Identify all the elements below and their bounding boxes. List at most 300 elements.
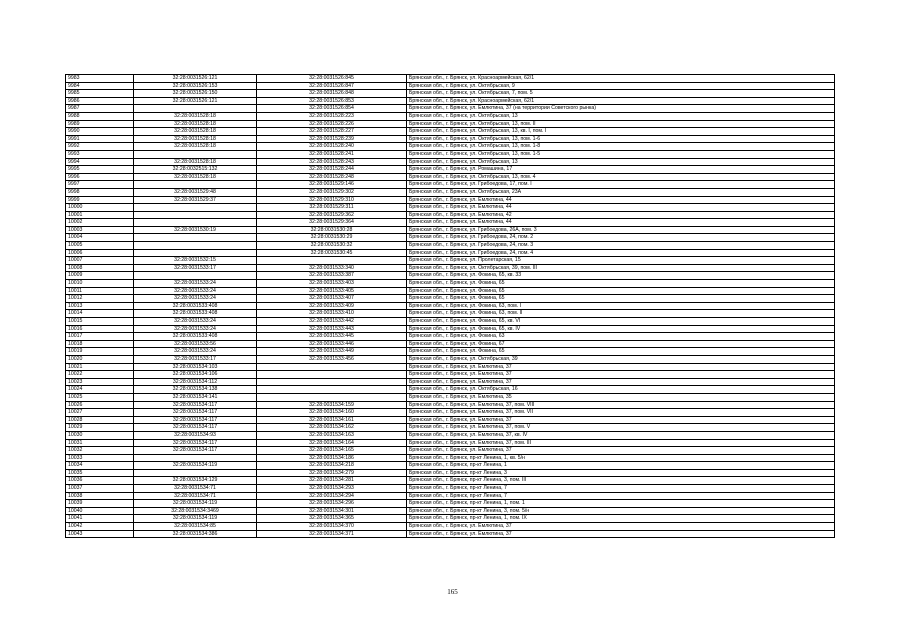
row-number-cell: 10009 [66, 272, 134, 280]
address-cell: Брянская обл., г. Брянск, ул. Емлютина, 37 (на территории Советского рынка) [407, 105, 835, 113]
row-number-cell: 9985 [66, 90, 134, 98]
object-cadastral-cell: 32:28:0031533:407 [257, 295, 407, 303]
parcel-cadastral-cell [134, 105, 257, 113]
address-cell: Брянская обл., г. Брянск, ул. Октябрьская, 13, пом. 4 [407, 173, 835, 181]
parcel-cadastral-cell: 32:28:0031533:408 [134, 333, 257, 341]
parcel-cadastral-cell: 32:28:0031534:117 [134, 409, 257, 417]
address-cell: Брянская обл., г. Брянск, ул. Фокина, 67 [407, 340, 835, 348]
table-row [66, 378, 835, 386]
table-row [66, 409, 835, 417]
table-row [66, 431, 835, 439]
object-cadastral-cell [257, 386, 407, 394]
table-row [66, 477, 835, 485]
object-cadastral-cell: 32:28:0031534:365 [257, 515, 407, 523]
parcel-cadastral-cell: 32:28:0031532:15 [134, 257, 257, 265]
parcel-cadastral-cell [134, 272, 257, 280]
row-number-cell: 10029 [66, 424, 134, 432]
object-cadastral-cell: 32:28:0031534:279 [257, 469, 407, 477]
table-row [66, 401, 835, 409]
address-cell: Брянская обл., г. Брянск, ул. Фокина, 65, кв. VI [407, 318, 835, 326]
object-cadastral-cell: 32:28:0031529:302 [257, 188, 407, 196]
object-cadastral-cell: 32:28:0031528:239 [257, 135, 407, 143]
row-number-cell: 10040 [66, 507, 134, 515]
table-row [66, 492, 835, 500]
table-row [66, 340, 835, 348]
object-cadastral-cell: 32:28:0031528:244 [257, 166, 407, 174]
object-cadastral-cell: 32:28:0031529:146 [257, 181, 407, 189]
address-cell: Брянская обл., г. Брянск, ул. Емлютина, 37 [407, 371, 835, 379]
object-cadastral-cell: 32:28:0031528:248 [257, 173, 407, 181]
row-number-cell: 9986 [66, 97, 134, 105]
table-row [66, 371, 835, 379]
parcel-cadastral-cell: 32:28:0031526:121 [134, 97, 257, 105]
parcel-cadastral-cell: 32:28:0031534:103 [134, 363, 257, 371]
table-row [66, 112, 835, 120]
row-number-cell: 10006 [66, 249, 134, 257]
row-number-cell: 10014 [66, 310, 134, 318]
address-cell: Брянская обл., г. Брянск, ул. Октябрьская, 23А [407, 188, 835, 196]
object-cadastral-cell [257, 378, 407, 386]
object-cadastral-cell: 32:28:0031533:446 [257, 340, 407, 348]
parcel-cadastral-cell: 32:28:0031528:18 [134, 135, 257, 143]
object-cadastral-cell [257, 371, 407, 379]
parcel-cadastral-cell: 32:28:0031533:17 [134, 355, 257, 363]
object-cadastral-cell: 32:28:0031528:243 [257, 158, 407, 166]
address-cell: Брянская обл., г. Брянск, ул. Емлютина, 37, пом. V [407, 424, 835, 432]
address-cell: Брянская обл., г. Брянск, ул. Емлютина, 37 [407, 530, 835, 538]
row-number-cell: 10038 [66, 492, 134, 500]
parcel-cadastral-cell: 32:28:0031533:56 [134, 340, 257, 348]
row-number-cell: 10037 [66, 485, 134, 493]
table-row [66, 234, 835, 242]
parcel-cadastral-cell: 32:28:0032515:132 [134, 166, 257, 174]
table-row [66, 485, 835, 493]
object-cadastral-cell: 32:28:0031533:456 [257, 355, 407, 363]
parcel-cadastral-cell: 32:28:0031534:71 [134, 485, 257, 493]
address-cell: Брянская обл., г. Брянск, ул. Грибоедова, 26А, пом. 3 [407, 226, 835, 234]
row-number-cell: 9990 [66, 128, 134, 136]
table-row [66, 530, 835, 538]
table-row [66, 523, 835, 531]
address-cell: Брянская обл., г. Брянск, пр-кт Ленина, 3 [407, 469, 835, 477]
row-number-cell: 10010 [66, 280, 134, 288]
address-cell: Брянская обл., г. Брянск, пр-кт Ленина, 1, пом. 1 [407, 500, 835, 508]
parcel-cadastral-cell: 32:28:0031528:18 [134, 173, 257, 181]
row-number-cell: 9989 [66, 120, 134, 128]
row-number-cell: 10042 [66, 523, 134, 531]
address-cell: Брянская обл., г. Брянск, ул. Фокина, 65 [407, 295, 835, 303]
table-row [66, 302, 835, 310]
table-row [66, 143, 835, 151]
row-number-cell: 9995 [66, 166, 134, 174]
row-number-cell: 10000 [66, 204, 134, 212]
address-cell: Брянская обл., г. Брянск, ул. Емлютина, 44 [407, 219, 835, 227]
address-cell: Брянская обл., г. Брянск, ул. Октябрьская, 13 [407, 112, 835, 120]
row-number-cell: 10028 [66, 416, 134, 424]
parcel-cadastral-cell [134, 454, 257, 462]
object-cadastral-cell: 32:28:0031534:294 [257, 492, 407, 500]
row-number-cell: 10013 [66, 302, 134, 310]
object-cadastral-cell: 32:28:0031529:364 [257, 219, 407, 227]
object-cadastral-cell: 32:28:0031534:161 [257, 416, 407, 424]
row-number-cell: 10039 [66, 500, 134, 508]
object-cadastral-cell: 32:28:0031534:218 [257, 462, 407, 470]
object-cadastral-cell: 32:28:0031533:387 [257, 272, 407, 280]
address-cell: Брянская обл., г. Брянск, ул. Октябрьская, 13, кв. I, пом. I [407, 128, 835, 136]
row-number-cell: 10016 [66, 325, 134, 333]
table-row [66, 219, 835, 227]
row-number-cell: 10032 [66, 447, 134, 455]
object-cadastral-cell [257, 363, 407, 371]
address-cell: Брянская обл., г. Брянск, ул. Фокина, 65 [407, 280, 835, 288]
table-row [66, 462, 835, 470]
address-cell: Брянская обл., г. Брянск, ул. Октябрьская, 9 [407, 82, 835, 90]
table-row [66, 181, 835, 189]
table-row [66, 500, 835, 508]
object-cadastral-cell: 32:28:0031529:362 [257, 211, 407, 219]
object-cadastral-cell: 32:28:0031534:371 [257, 530, 407, 538]
object-cadastral-cell: 32:28:0031530:32 [257, 242, 407, 250]
row-number-cell: 10003 [66, 226, 134, 234]
address-cell: Брянская обл., г. Брянск, ул. Грибоедова, 24, пом. 4 [407, 249, 835, 257]
parcel-cadastral-cell: 32:28:0031534:141 [134, 393, 257, 401]
table-body [66, 75, 835, 538]
row-number-cell: 10001 [66, 211, 134, 219]
address-cell: Брянская обл., г. Брянск, пр-кт Ленина, 1, пом. IX [407, 515, 835, 523]
object-cadastral-cell: 32:28:0031528:227 [257, 128, 407, 136]
parcel-cadastral-cell [134, 249, 257, 257]
object-cadastral-cell: 32:28:0031534:160 [257, 409, 407, 417]
table-row [66, 325, 835, 333]
parcel-cadastral-cell: 32:28:0031533:17 [134, 264, 257, 272]
parcel-cadastral-cell: 32:28:0031533:24 [134, 280, 257, 288]
row-number-cell: 10035 [66, 469, 134, 477]
object-cadastral-cell [257, 393, 407, 401]
parcel-cadastral-cell: 32:28:0031528:18 [134, 112, 257, 120]
table-row [66, 507, 835, 515]
table-row [66, 188, 835, 196]
parcel-cadastral-cell: 32:28:0031534:106 [134, 371, 257, 379]
object-cadastral-cell: 32:28:0031534:281 [257, 477, 407, 485]
address-cell: Брянская обл., г. Брянск, ул. Емлютина, 37, кв. IV [407, 431, 835, 439]
row-number-cell: 9998 [66, 188, 134, 196]
address-cell: Брянская обл., г. Брянск, ул. Емлютина, 44 [407, 204, 835, 212]
row-number-cell: 10022 [66, 371, 134, 379]
row-number-cell: 10011 [66, 287, 134, 295]
parcel-cadastral-cell: 32:28:0031528:18 [134, 120, 257, 128]
table-row [66, 257, 835, 265]
table-row [66, 348, 835, 356]
table-row [66, 454, 835, 462]
table-row [66, 120, 835, 128]
address-cell: Брянская обл., г. Брянск, ул. Емлютина, 37 [407, 378, 835, 386]
table-row [66, 242, 835, 250]
parcel-cadastral-cell: 32:28:0031533:408 [134, 310, 257, 318]
parcel-cadastral-cell: 32:28:0031530:19 [134, 226, 257, 234]
parcel-cadastral-cell [134, 469, 257, 477]
address-cell: Брянская обл., г. Брянск, ул. Емлютина, 42 [407, 211, 835, 219]
table-row [66, 393, 835, 401]
address-cell: Брянская обл., г. Брянск, ул. Ромашина, 17 [407, 166, 835, 174]
row-number-cell: 10019 [66, 348, 134, 356]
object-cadastral-cell: 32:28:0031526:853 [257, 97, 407, 105]
table-row [66, 128, 835, 136]
object-cadastral-cell: 32:28:0031529:311 [257, 204, 407, 212]
table-row [66, 439, 835, 447]
object-cadastral-cell: 32:28:0031530:28 [257, 226, 407, 234]
object-cadastral-cell: 32:28:0031534:159 [257, 401, 407, 409]
address-cell: Брянская обл., г. Брянск, ул. Фокина, 63, пом. II [407, 310, 835, 318]
table-row [66, 363, 835, 371]
object-cadastral-cell: 32:28:0031533:409 [257, 302, 407, 310]
parcel-cadastral-cell: 32:28:0031526:121 [134, 75, 257, 83]
address-cell: Брянская обл., г. Брянск, ул. Октябрьская, 13, пом. 1-6 [407, 135, 835, 143]
address-cell: Брянская обл., г. Брянск, ул. Октябрьская, 39 [407, 355, 835, 363]
table-row [66, 515, 835, 523]
parcel-cadastral-cell: 32:28:0031534:117 [134, 447, 257, 455]
table-row [66, 90, 835, 98]
parcel-cadastral-cell: 32:28:0031534:119 [134, 462, 257, 470]
row-number-cell: 10021 [66, 363, 134, 371]
row-number-cell: 9994 [66, 158, 134, 166]
parcel-cadastral-cell: 32:28:0031534:117 [134, 439, 257, 447]
page-number: 165 [447, 588, 458, 596]
address-cell: Брянская обл., г. Брянск, ул. Грибоедова, 17, пом. I [407, 181, 835, 189]
address-cell: Брянская обл., г. Брянск, ул. Емлютина, 37 [407, 363, 835, 371]
parcel-cadastral-cell [134, 150, 257, 158]
parcel-cadastral-cell: 32:28:0031534:117 [134, 424, 257, 432]
parcel-cadastral-cell: 32:28:0031528:18 [134, 128, 257, 136]
table-row [66, 211, 835, 219]
object-cadastral-cell: 32:28:0031526:854 [257, 105, 407, 113]
address-cell: Брянская обл., г. Брянск, ул. Грибоедова, 24, пом. 3 [407, 242, 835, 250]
row-number-cell: 10007 [66, 257, 134, 265]
table-row [66, 150, 835, 158]
parcel-cadastral-cell: 32:28:0031534:85 [134, 523, 257, 531]
row-number-cell: 10004 [66, 234, 134, 242]
row-number-cell: 10018 [66, 340, 134, 348]
parcel-cadastral-cell: 32:28:0031534:3469 [134, 507, 257, 515]
row-number-cell: 9988 [66, 112, 134, 120]
row-number-cell: 10043 [66, 530, 134, 538]
object-cadastral-cell: 32:28:0031534:296 [257, 500, 407, 508]
object-cadastral-cell: 32:28:0031534:163 [257, 431, 407, 439]
address-cell: Брянская обл., г. Брянск, ул. Октябрьская, 16 [407, 386, 835, 394]
table-row [66, 97, 835, 105]
row-number-cell: 10017 [66, 333, 134, 341]
object-cadastral-cell: 32:28:0031534:162 [257, 424, 407, 432]
table-row [66, 75, 835, 83]
table-row [66, 249, 835, 257]
row-number-cell: 10034 [66, 462, 134, 470]
object-cadastral-cell: 32:28:0031533:403 [257, 280, 407, 288]
parcel-cadastral-cell: 32:28:0031526:150 [134, 90, 257, 98]
object-cadastral-cell: 32:28:0031530:29 [257, 234, 407, 242]
object-cadastral-cell: 32:28:0031533:443 [257, 325, 407, 333]
object-cadastral-cell: 32:28:0031534:293 [257, 485, 407, 493]
address-cell: Брянская обл., г. Брянск, ул. Грибоедова, 24, пом. 2 [407, 234, 835, 242]
object-cadastral-cell: 32:28:0031534:164 [257, 439, 407, 447]
parcel-cadastral-cell: 32:28:0031533:24 [134, 348, 257, 356]
row-number-cell: 10030 [66, 431, 134, 439]
parcel-cadastral-cell: 32:28:0031526:153 [134, 82, 257, 90]
row-number-cell: 10041 [66, 515, 134, 523]
address-cell: Брянская обл., г. Брянск, ул. Октябрьская, 39, пом. III [407, 264, 835, 272]
row-number-cell: 10020 [66, 355, 134, 363]
row-number-cell: 9987 [66, 105, 134, 113]
table-row [66, 318, 835, 326]
address-cell: Брянская обл., г. Брянск, ул. Емлютина, 44 [407, 196, 835, 204]
object-cadastral-cell: 32:28:0031533:445 [257, 333, 407, 341]
object-cadastral-cell: 32:28:0031529:310 [257, 196, 407, 204]
parcel-cadastral-cell: 32:28:0031533:24 [134, 287, 257, 295]
parcel-cadastral-cell: 32:28:0031534:112 [134, 378, 257, 386]
parcel-cadastral-cell [134, 234, 257, 242]
address-cell: Брянская обл., г. Брянск, пр-кт Ленина, 1 [407, 462, 835, 470]
table-row [66, 173, 835, 181]
address-cell: Брянская обл., г. Брянск, пр-кт Ленина, 3, пом. 5/н [407, 507, 835, 515]
table-row [66, 280, 835, 288]
object-cadastral-cell: 32:28:0031528:240 [257, 143, 407, 151]
table-row [66, 424, 835, 432]
table-row [66, 105, 835, 113]
property-register-table [65, 74, 835, 538]
table-row [66, 135, 835, 143]
object-cadastral-cell: 32:28:0031534:370 [257, 523, 407, 531]
parcel-cadastral-cell: 32:28:0031534:386 [134, 530, 257, 538]
object-cadastral-cell: 32:28:0031533:449 [257, 348, 407, 356]
parcel-cadastral-cell [134, 219, 257, 227]
row-number-cell: 10015 [66, 318, 134, 326]
row-number-cell: 10012 [66, 295, 134, 303]
address-cell: Брянская обл., г. Брянск, ул. Октябрьская, 13, пом. 1-5 [407, 150, 835, 158]
object-cadastral-cell: 32:28:0031534:186 [257, 454, 407, 462]
row-number-cell: 10023 [66, 378, 134, 386]
row-number-cell: 10031 [66, 439, 134, 447]
address-cell: Брянская обл., г. Брянск, ул. Красноармейская, 62/1 [407, 75, 835, 83]
address-cell: Брянская обл., г. Брянск, ул. Фокина, 65, кв. 33 [407, 272, 835, 280]
object-cadastral-cell: 32:28:0031533:405 [257, 287, 407, 295]
parcel-cadastral-cell [134, 204, 257, 212]
table-row [66, 226, 835, 234]
parcel-cadastral-cell: 32:28:0031534:93 [134, 431, 257, 439]
row-number-cell: 9984 [66, 82, 134, 90]
address-cell: Брянская обл., г. Брянск, ул. Фокина, 65, кв. IV [407, 325, 835, 333]
object-cadastral-cell: 32:28:0031534:165 [257, 447, 407, 455]
parcel-cadastral-cell [134, 242, 257, 250]
table-row [66, 196, 835, 204]
table-row [66, 287, 835, 295]
address-cell: Брянская обл., г. Брянск, ул. Емлютина, 37, пом. VIII [407, 401, 835, 409]
row-number-cell: 10008 [66, 264, 134, 272]
parcel-cadastral-cell: 32:28:0031529:48 [134, 188, 257, 196]
parcel-cadastral-cell: 32:28:0031534:117 [134, 416, 257, 424]
row-number-cell: 10002 [66, 219, 134, 227]
table-row [66, 272, 835, 280]
address-cell: Брянская обл., г. Брянск, ул. Емлютина, 37, пом. VII [407, 409, 835, 417]
parcel-cadastral-cell: 32:28:0031528:18 [134, 158, 257, 166]
parcel-cadastral-cell: 32:28:0031533:24 [134, 295, 257, 303]
row-number-cell: 9993 [66, 150, 134, 158]
table-row [66, 204, 835, 212]
row-number-cell: 10027 [66, 409, 134, 417]
parcel-cadastral-cell: 32:28:0031534:138 [134, 386, 257, 394]
row-number-cell: 9997 [66, 181, 134, 189]
address-cell: Брянская обл., г. Брянск, пр-кт Ленина, 3, пом. III [407, 477, 835, 485]
row-number-cell: 9992 [66, 143, 134, 151]
table-row [66, 310, 835, 318]
address-cell: Брянская обл., г. Брянск, ул. Октябрьская, 13, пом. II [407, 120, 835, 128]
object-cadastral-cell: 32:28:0031534:301 [257, 507, 407, 515]
address-cell: Брянская обл., г. Брянск, ул. Пролетарская, 15 [407, 257, 835, 265]
table-row [66, 355, 835, 363]
parcel-cadastral-cell: 32:28:0031528:18 [134, 143, 257, 151]
parcel-cadastral-cell: 32:28:0031533:408 [134, 302, 257, 310]
address-cell: Брянская обл., г. Брянск, ул. Емлютина, 37, пом. III [407, 439, 835, 447]
parcel-cadastral-cell: 32:28:0031529:37 [134, 196, 257, 204]
row-number-cell: 10026 [66, 401, 134, 409]
row-number-cell: 9983 [66, 75, 134, 83]
address-cell: Брянская обл., г. Брянск, пр-кт Ленина, 7 [407, 492, 835, 500]
row-number-cell: 10036 [66, 477, 134, 485]
parcel-cadastral-cell: 32:28:0031533:24 [134, 318, 257, 326]
object-cadastral-cell: 32:28:0031530:45 [257, 249, 407, 257]
row-number-cell: 9991 [66, 135, 134, 143]
table-row [66, 386, 835, 394]
address-cell: Брянская обл., г. Брянск, ул. Октябрьская, 13, пом. 1-8 [407, 143, 835, 151]
parcel-cadastral-cell: 32:28:0031534:117 [134, 401, 257, 409]
table-row [66, 166, 835, 174]
object-cadastral-cell: 32:28:0031528:223 [257, 112, 407, 120]
address-cell: Брянская обл., г. Брянск, ул. Фокина, 65 [407, 287, 835, 295]
object-cadastral-cell: 32:28:0031526:847 [257, 82, 407, 90]
object-cadastral-cell: 32:28:0031533:410 [257, 310, 407, 318]
object-cadastral-cell: 32:28:0031533:442 [257, 318, 407, 326]
object-cadastral-cell: 32:28:0031526:845 [257, 75, 407, 83]
table-row [66, 469, 835, 477]
address-cell: Брянская обл., г. Брянск, ул. Емлютина, 35 [407, 393, 835, 401]
address-cell: Брянская обл., г. Брянск, ул. Красноармейская, 62/1 [407, 97, 835, 105]
table-row [66, 416, 835, 424]
address-cell: Брянская обл., г. Брянск, ул. Октябрьская, 7, пом. 5 [407, 90, 835, 98]
row-number-cell: 9999 [66, 196, 134, 204]
row-number-cell: 10024 [66, 386, 134, 394]
address-cell: Брянская обл., г. Брянск, пр-кт Ленина, 7 [407, 485, 835, 493]
address-cell: Брянская обл., г. Брянск, ул. Емлютина, 37 [407, 523, 835, 531]
object-cadastral-cell: 32:28:0031528:241 [257, 150, 407, 158]
address-cell: Брянская обл., г. Брянск, пр-кт Ленина, 1, кв. 5/н [407, 454, 835, 462]
object-cadastral-cell: 32:28:0031528:226 [257, 120, 407, 128]
parcel-cadastral-cell: 32:28:0031534:119 [134, 500, 257, 508]
table-row [66, 333, 835, 341]
address-cell: Брянская обл., г. Брянск, ул. Фокина, 63 [407, 333, 835, 341]
row-number-cell: 10033 [66, 454, 134, 462]
address-cell: Брянская обл., г. Брянск, ул. Емлютина, 37 [407, 447, 835, 455]
object-cadastral-cell: 32:28:0031526:848 [257, 90, 407, 98]
object-cadastral-cell: 32:28:0031533:340 [257, 264, 407, 272]
table-row [66, 447, 835, 455]
address-cell: Брянская обл., г. Брянск, ул. Фокина, 63, пом. I [407, 302, 835, 310]
parcel-cadastral-cell [134, 181, 257, 189]
row-number-cell: 10005 [66, 242, 134, 250]
parcel-cadastral-cell: 32:28:0031534:129 [134, 477, 257, 485]
address-cell: Брянская обл., г. Брянск, ул. Фокина, 65 [407, 348, 835, 356]
address-cell: Брянская обл., г. Брянск, ул. Октябрьская, 13 [407, 158, 835, 166]
table-row [66, 158, 835, 166]
parcel-cadastral-cell [134, 211, 257, 219]
parcel-cadastral-cell: 32:28:0031533:24 [134, 325, 257, 333]
table-row [66, 82, 835, 90]
